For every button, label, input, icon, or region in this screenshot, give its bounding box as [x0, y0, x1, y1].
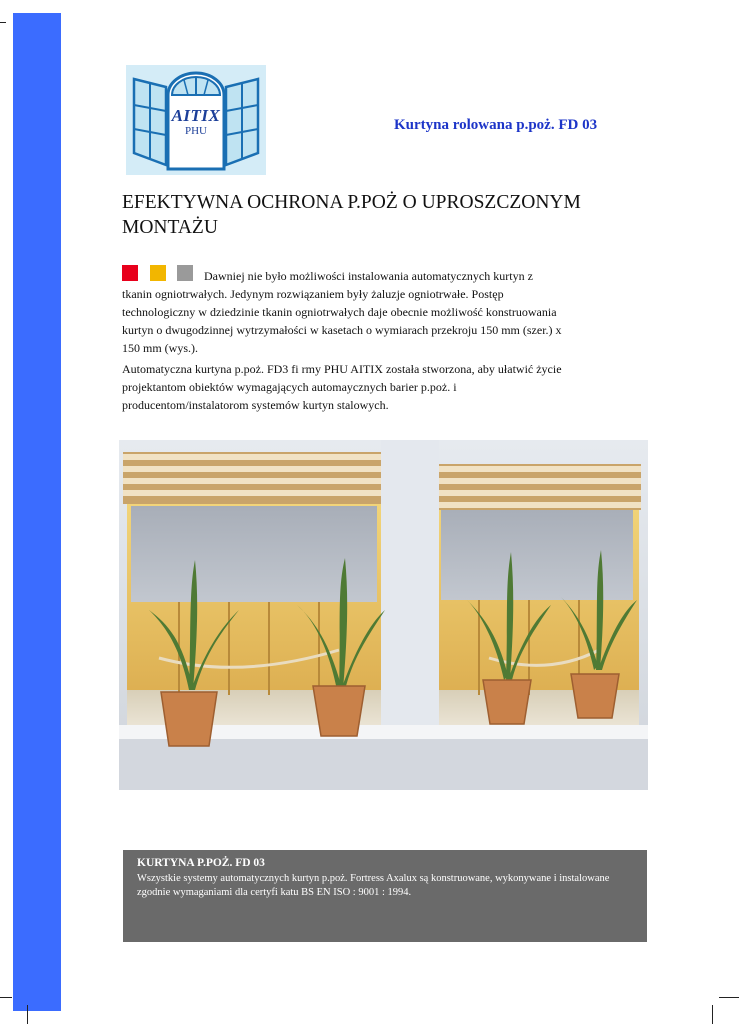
side-accent-bar	[13, 13, 61, 1011]
logo-brand: AITIX	[171, 106, 221, 125]
body-paragraph: Automatyczna kurtyna p.poż. FD3 fi rmy PHU AITIX została stworzona, aby ułatwić życie projektantom obiektów wymagających automaycznych barier p.poż. i producentom/instalatorom systemów kurtyn stalowych.	[122, 362, 562, 412]
logo-sub: PHU	[184, 125, 207, 137]
crop-mark	[719, 997, 739, 998]
crop-mark	[27, 1005, 28, 1024]
company-logo	[126, 65, 266, 175]
body-paragraph: Dawniej nie było możliwości instalowania automatycznych kurtyn z tkanin ogniotrwałych. Jedynym rozwiązaniem były żaluzje ogniotrwałe. Postęp technologiczny w dziedzinie tkanin ogniotrwałych daje obecnie możliwość konstruowania kurtyn o dwugodzinnej wytrzymałości w kasetach o wymiarach przekroju 150 mm (szer.) x 150 mm (wys.).	[122, 269, 562, 355]
crop-mark	[0, 22, 6, 23]
info-box-text: Wszystkie systemy automatycznych kurtyn p.poż. Fortress Axalux są konstruowane, wykonywane i instalowane zgodnie wymaganiami dla certyfi katu BS EN ISO : 9001 : 1994.	[137, 873, 610, 898]
info-box	[123, 850, 647, 942]
document-title: Kurtyna rolowana p.poż. FD 03	[394, 117, 598, 133]
headline: EFEKTYWNA OCHRONA P.POŻ O UPROSZCZONYM MONTAŻU	[122, 192, 581, 238]
product-photo	[119, 440, 648, 790]
crop-mark	[712, 1005, 713, 1024]
crop-mark	[0, 997, 12, 998]
info-box-title: KURTYNA P.POŻ. FD 03	[137, 857, 265, 869]
